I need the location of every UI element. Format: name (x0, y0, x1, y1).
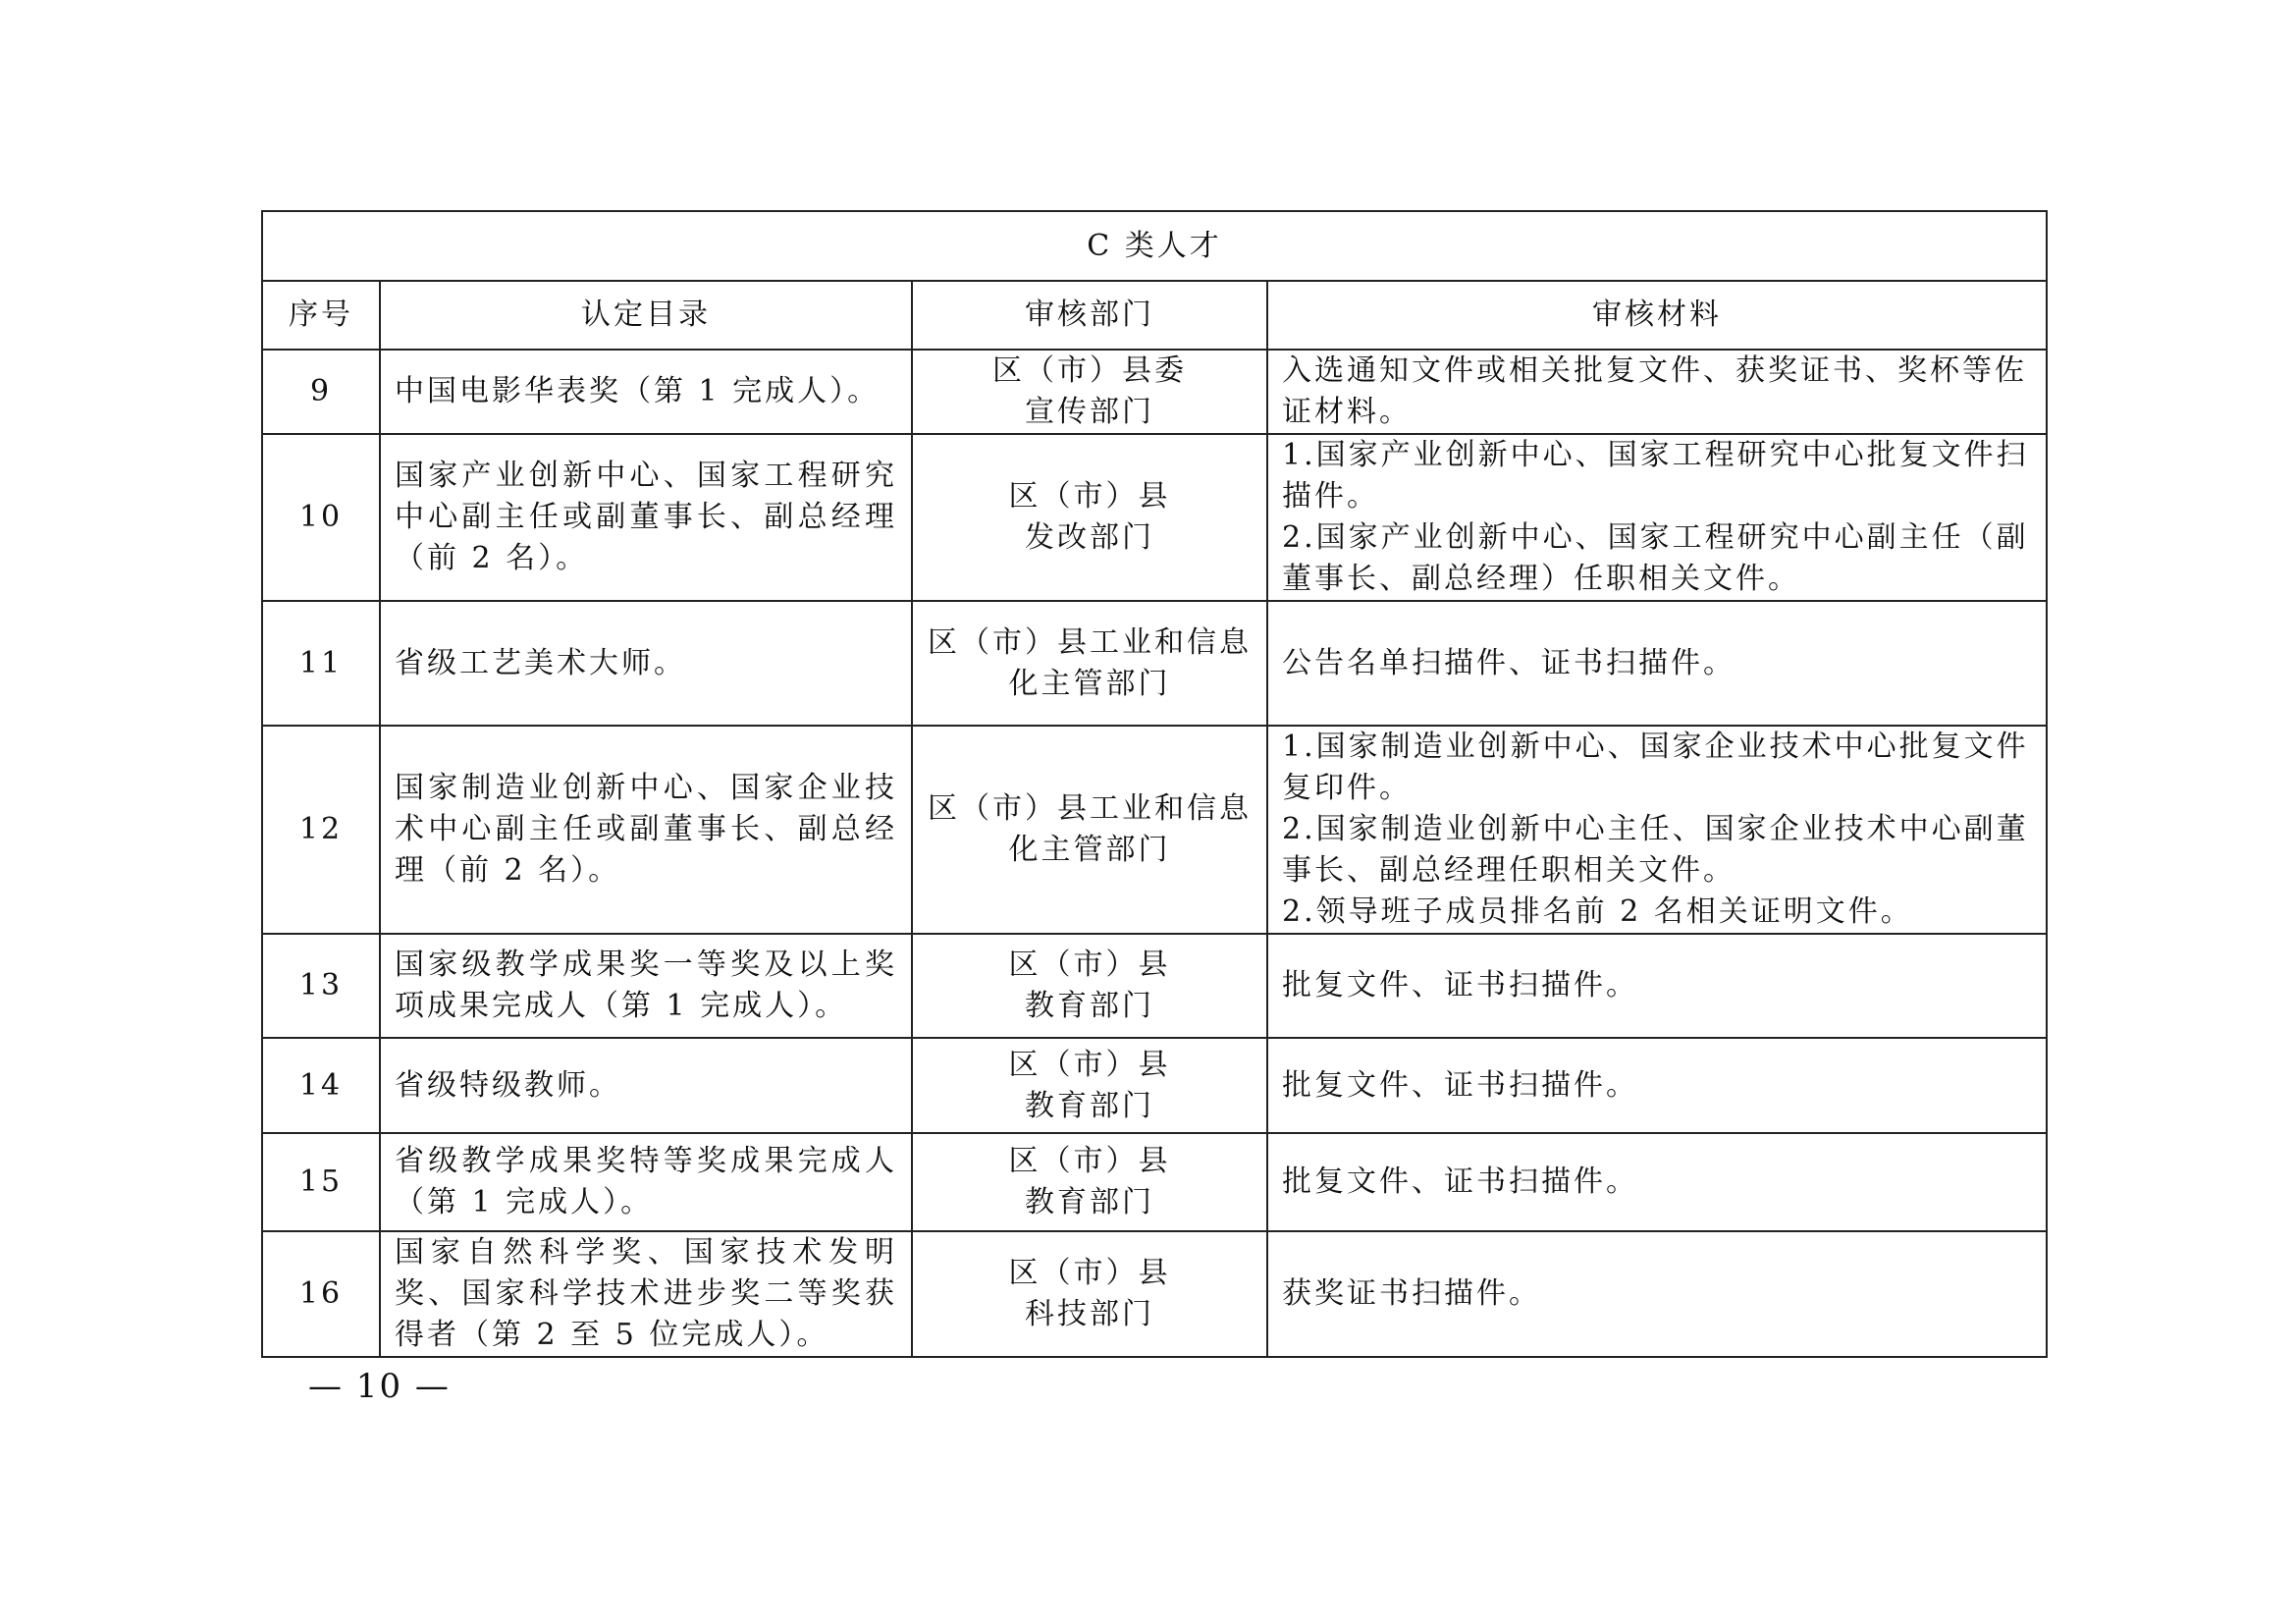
department-line: 科技部门 (1025, 1297, 1154, 1331)
review-department (912, 601, 1267, 726)
table-title: C 类人才 (262, 211, 2047, 281)
talent-table (261, 210, 2048, 1358)
catalog-item: 省级教学成果奖特等奖成果完成人（第 1 完成人）。 (380, 1133, 912, 1231)
table-header-row (262, 281, 2047, 350)
department-line: 区（市）县 (1008, 1256, 1171, 1290)
header-no: 序号 (262, 281, 380, 350)
department-line: 教育部门 (1025, 989, 1154, 1023)
header-materials: 审核材料 (1267, 281, 2047, 350)
material-line: 公告名单扫描件、证书扫描件。 (1282, 645, 1735, 680)
department-line: 区（市）县 (1008, 947, 1171, 982)
review-materials (1267, 1133, 2047, 1231)
material-line: 1.国家产业创新中心、国家工程研究中心批复文件扫描件。 (1282, 438, 2029, 514)
table-row (262, 934, 2047, 1038)
review-materials (1267, 1231, 2047, 1357)
table-row (262, 434, 2047, 601)
material-line: 入选通知文件或相关批复文件、获奖证书、奖杯等佐证材料。 (1282, 353, 2027, 429)
table-row (262, 1133, 2047, 1231)
review-department (912, 1231, 1267, 1357)
catalog-item: 省级特级教师。 (380, 1038, 912, 1133)
material-line: 2.国家制造业创新中心主任、国家企业技术中心副董事长、副总经理任职相关文件。 (1282, 812, 2029, 888)
review-department (912, 434, 1267, 601)
department-line: 教育部门 (1025, 1088, 1154, 1123)
row-number: 11 (262, 601, 380, 726)
table-body (262, 350, 2047, 1357)
table-row (262, 350, 2047, 434)
department-line: 宣传部门 (1025, 395, 1154, 429)
department-line: 区（市）县委 (992, 353, 1187, 388)
department-line: 发改部门 (1025, 520, 1154, 555)
table-row (262, 1231, 2047, 1357)
row-number: 10 (262, 434, 380, 601)
review-materials (1267, 726, 2047, 934)
header-item: 认定目录 (380, 281, 912, 350)
catalog-item: 国家产业创新中心、国家工程研究中心副主任或副董事长、副总经理（前 2 名）。 (380, 434, 912, 601)
catalog-item: 省级工艺美术大师。 (380, 601, 912, 726)
material-line: 2.领导班子成员排名前 2 名相关证明文件。 (1282, 894, 1913, 929)
department-line: 教育部门 (1025, 1185, 1154, 1219)
table-row (262, 726, 2047, 934)
review-materials (1267, 601, 2047, 726)
material-line: 1.国家制造业创新中心、国家企业技术中心批复文件复印件。 (1282, 730, 2029, 805)
material-line: 批复文件、证书扫描件。 (1282, 1164, 1638, 1199)
department-line: 区（市）县工业和信息化主管部门 (928, 791, 1252, 867)
table-row (262, 1038, 2047, 1133)
department-line: 区（市）县 (1008, 1144, 1171, 1178)
header-dept: 审核部门 (912, 281, 1267, 350)
review-materials (1267, 434, 2047, 601)
catalog-item: 国家制造业创新中心、国家企业技术中心副主任或副董事长、副总经理（前 2 名）。 (380, 726, 912, 934)
department-line: 区（市）县 (1008, 1047, 1171, 1082)
row-number: 14 (262, 1038, 380, 1133)
page-number: — 10 — (308, 1367, 451, 1406)
catalog-item: 国家自然科学奖、国家技术发明奖、国家科学技术进步奖二等奖获得者（第 2 至 5 位完成人）。 (380, 1231, 912, 1357)
row-number: 13 (262, 934, 380, 1038)
row-number: 16 (262, 1231, 380, 1357)
review-department (912, 350, 1267, 434)
material-line: 批复文件、证书扫描件。 (1282, 968, 1638, 1002)
material-line: 获奖证书扫描件。 (1282, 1276, 1541, 1311)
department-line: 区（市）县 (1008, 479, 1171, 514)
row-number: 15 (262, 1133, 380, 1231)
row-number: 9 (262, 350, 380, 434)
review-department (912, 934, 1267, 1038)
catalog-item: 中国电影华表奖（第 1 完成人）。 (380, 350, 912, 434)
review-department (912, 1133, 1267, 1231)
review-materials (1267, 934, 2047, 1038)
review-department (912, 1038, 1267, 1133)
table-title-row (262, 211, 2047, 281)
table-row (262, 601, 2047, 726)
review-department (912, 726, 1267, 934)
catalog-item: 国家级教学成果奖一等奖及以上奖项成果完成人（第 1 完成人）。 (380, 934, 912, 1038)
row-number: 12 (262, 726, 380, 934)
review-materials (1267, 1038, 2047, 1133)
material-line: 2.国家产业创新中心、国家工程研究中心副主任（副董事长、副总经理）任职相关文件。 (1282, 520, 2029, 596)
material-line: 批复文件、证书扫描件。 (1282, 1067, 1638, 1103)
review-materials (1267, 350, 2047, 434)
department-line: 区（市）县工业和信息化主管部门 (928, 624, 1252, 701)
